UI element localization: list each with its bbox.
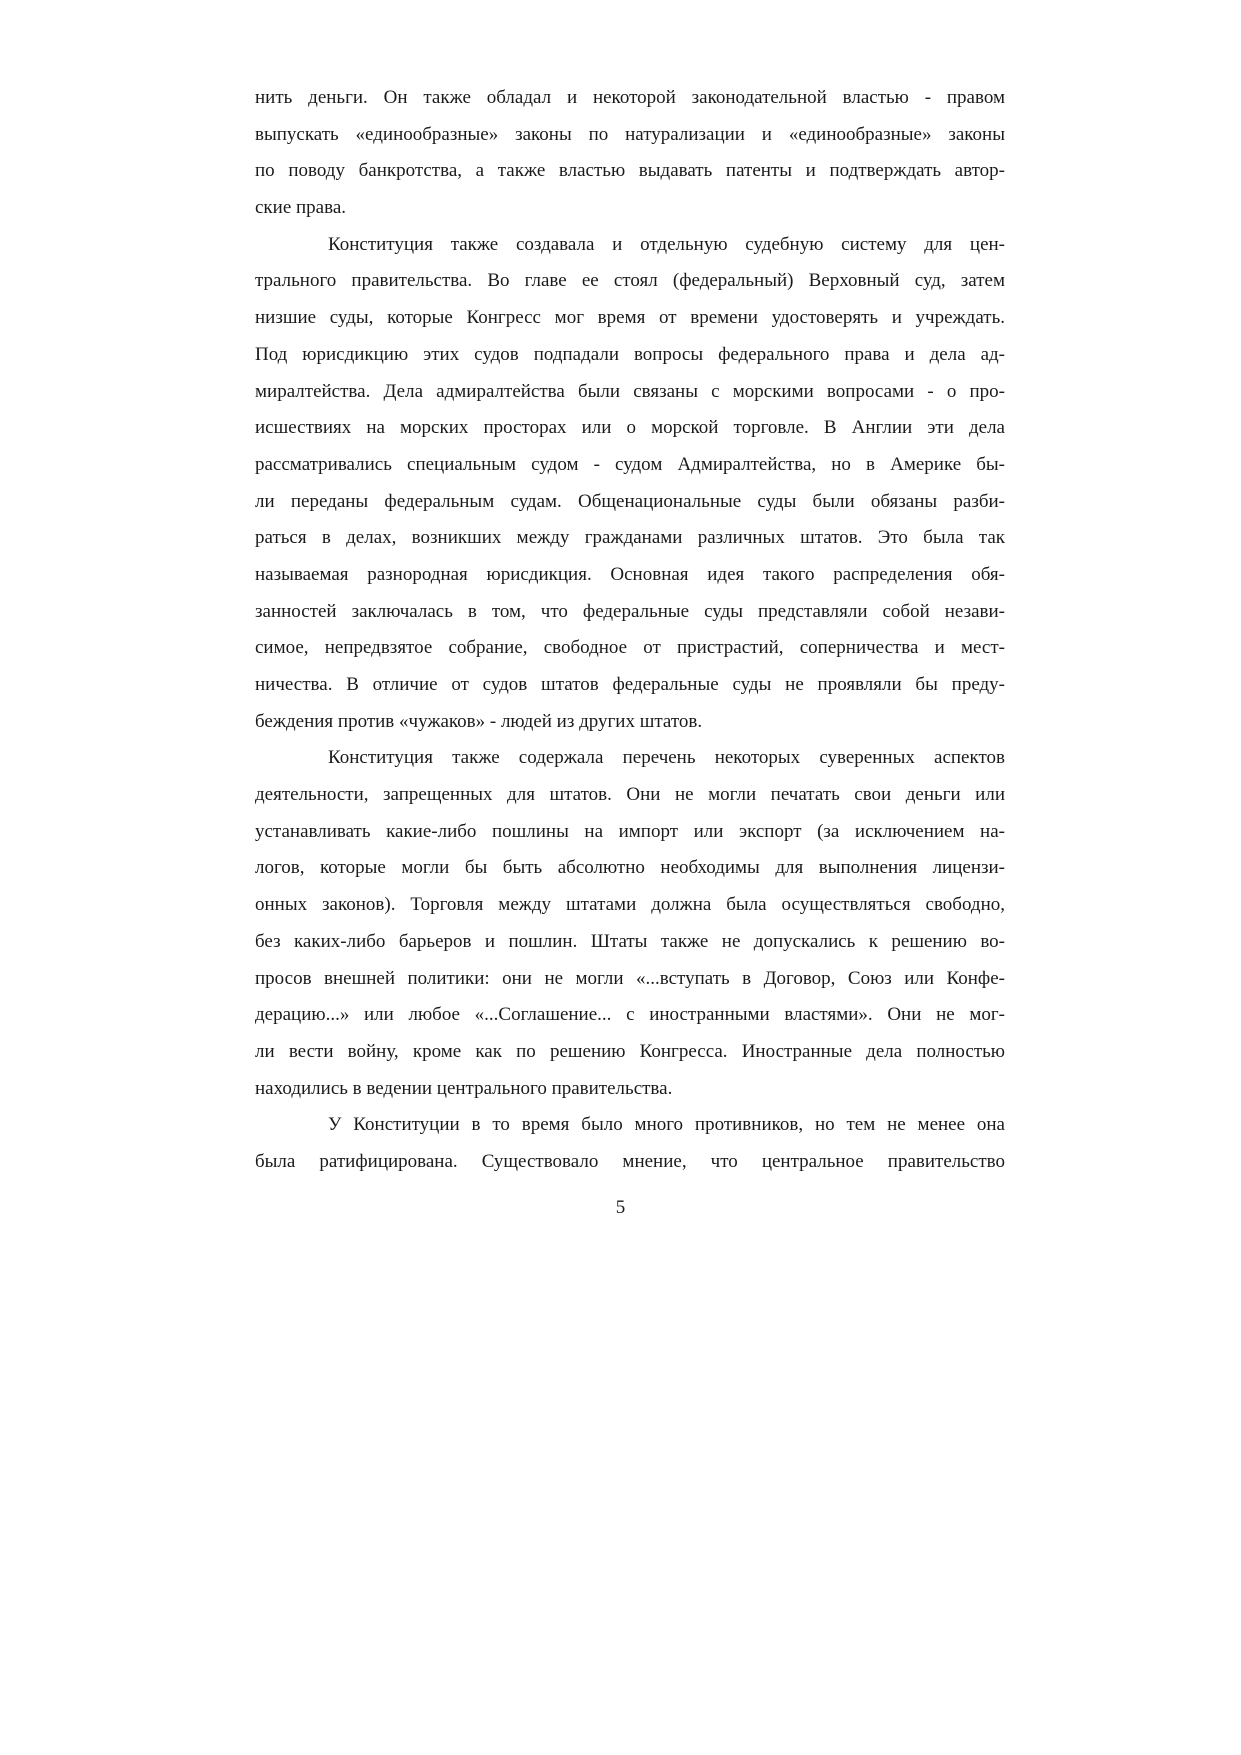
paragraph	[255, 740, 1005, 1107]
text-line: рассматривались специальным судом - судом Адмиралтейства, но в Америке бы-	[255, 453, 1005, 475]
paragraph	[255, 80, 1005, 227]
text-line: исшествиях на морских просторах или о морской торговле. В Англии эти дела	[255, 417, 1005, 439]
paragraph	[255, 227, 1005, 741]
text-line: деятельности, запрещенных для штатов. Они не могли печатать свои деньги или	[255, 784, 1005, 806]
text-line: раться в делах, возникших между гражданами различных штатов. Это была так	[255, 527, 1005, 549]
text-line: симое, непредвзятое собрание, свободное от пристрастий, соперничества и мест-	[255, 637, 1005, 659]
text-line: выпускать «единообразные» законы по натурализации и «единообразные» законы	[255, 123, 1005, 145]
text-line: Конституция также содержала перечень некоторых суверенных аспектов	[328, 747, 1005, 769]
text-line: Под юрисдикцию этих судов подпадали вопросы федерального права и дела ад-	[255, 343, 1005, 365]
text-line: нить деньги. Он также обладал и некоторой законодательной властью - правом	[255, 87, 1005, 108]
text-line: беждения против «чужаков» - людей из других штатов.	[255, 710, 703, 732]
text-line: была ратифицирована. Существовало мнение, что центральное правительство	[255, 1150, 1005, 1172]
text-line: ли вести войну, кроме как по решению Конгресса. Иностранные дела полностью	[255, 1040, 1005, 1062]
page-number: 5	[615, 1197, 626, 1218]
text-line: устанавливать какие-либо пошлины на импорт или экспорт (за исключением на-	[255, 820, 1005, 842]
text-line: логов, которые могли бы быть абсолютно необходимы для выполнения лицензи-	[255, 857, 1005, 879]
text-line: онных законов). Торговля между штатами должна была осуществляться свободно,	[255, 894, 1005, 916]
text-line: У Конституции в то время было много противников, но тем не менее она	[328, 1114, 1005, 1136]
text-line: находились в ведении центрального правительства.	[255, 1077, 673, 1099]
paragraph	[255, 1107, 1005, 1180]
text-line: миралтейства. Дела адмиралтейства были связаны с морскими вопросами - о про-	[255, 380, 1005, 402]
text-line: ские права.	[255, 197, 347, 219]
text-line: ничества. В отличие от судов штатов федеральные суды не проявляли бы преду-	[255, 674, 1005, 695]
body-text	[255, 80, 1005, 1181]
text-line: просов внешней политики: они не могли «...вступать в Договор, Союз или Конфе-	[255, 967, 1005, 989]
text-line: ли переданы федеральным судам. Общенациональные суды были обязаны разби-	[255, 490, 1005, 512]
text-line: называемая разнородная юрисдикция. Основная идея такого распределения обя-	[255, 563, 1005, 585]
text-line: трального правительства. Во главе ее стоял (федеральный) Верховный суд, затем	[255, 270, 1005, 292]
text-line: дерацию...» или любое «...Соглашение... с иностранными властями». Они не мог-	[255, 1004, 1005, 1026]
text-line: без каких-либо барьеров и пошлин. Штаты также не допускались к решению во-	[255, 930, 1005, 952]
text-line: низшие суды, которые Конгресс мог время от времени удостоверять и учреждать.	[255, 307, 1005, 329]
text-line: Конституция также создавала и отдельную судебную систему для цен-	[328, 233, 1005, 255]
text-line: по поводу банкротства, а также властью выдавать патенты и подтверждать автор-	[255, 160, 1005, 182]
text-line: занностей заключалась в том, что федеральные суды представляли собой незави-	[255, 600, 1005, 622]
